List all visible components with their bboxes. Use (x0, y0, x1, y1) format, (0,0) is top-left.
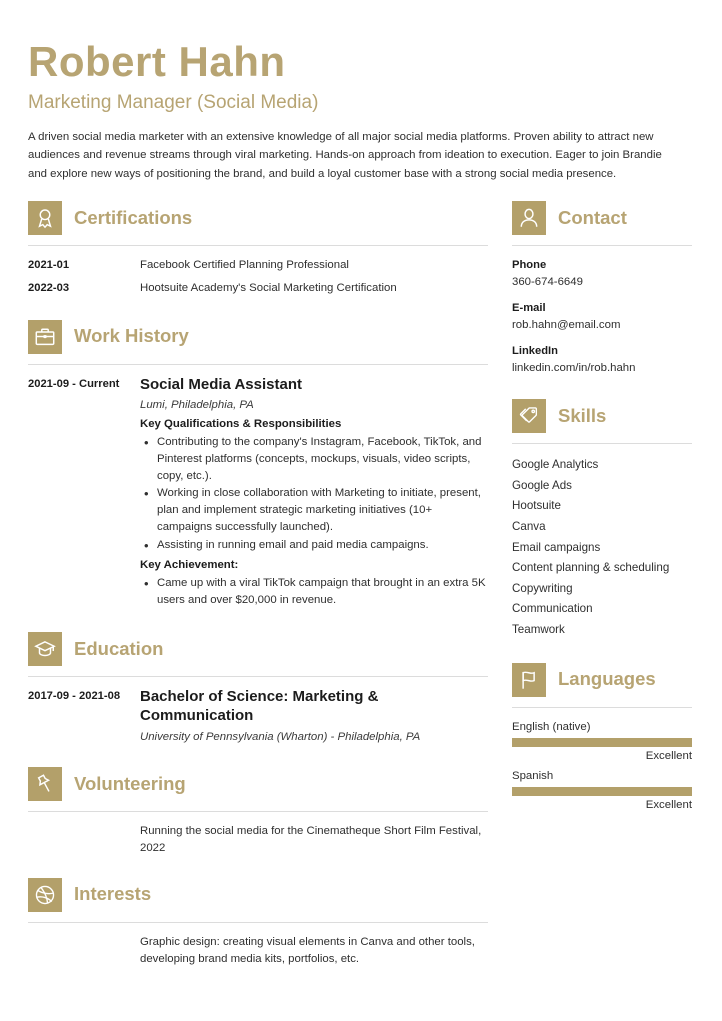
certification-row (28, 257, 488, 274)
candidate-name: Robert Hahn (28, 38, 286, 85)
contact-label: LinkedIn (512, 345, 558, 358)
divider (28, 811, 488, 812)
award-ribbon-icon (28, 201, 62, 235)
work-history-header (28, 320, 488, 354)
divider (28, 364, 488, 365)
contact-value-linkedin[interactable]: linkedin.com/in/rob.hahn (512, 361, 636, 374)
person-icon (512, 201, 546, 235)
language-level-label: Excellent (645, 798, 692, 811)
work-organization: Lumi, Philadelphia, PA (140, 399, 254, 412)
right-column (512, 201, 692, 818)
certification-date: 2021-01 (28, 259, 70, 272)
language-level-fill (512, 787, 692, 796)
work-subheading-qualifications: Key Qualifications & Responsibilities (140, 417, 342, 430)
language-block (512, 719, 692, 765)
work-role: Social Media Assistant (140, 375, 302, 393)
section-education (28, 632, 488, 747)
contact-group-email (512, 300, 692, 334)
work-history-row (28, 376, 488, 612)
language-level-bar (512, 738, 692, 747)
education-dates: 2017-09 - 2021-08 (28, 690, 121, 702)
education-title: Education (74, 637, 164, 659)
divider (512, 245, 692, 246)
divider (28, 245, 488, 246)
resume-columns (28, 201, 690, 974)
contact-label: E-mail (512, 302, 546, 315)
divider (512, 443, 692, 444)
work-history-title: Work History (74, 325, 189, 347)
section-work-history (28, 320, 488, 612)
skill-item: Copywriting (512, 581, 573, 595)
volunteering-header (28, 767, 488, 801)
volunteering-row (28, 823, 488, 858)
contact-label: Phone (512, 259, 547, 272)
section-volunteering (28, 767, 488, 858)
certifications-header (28, 201, 488, 235)
language-block (512, 768, 692, 814)
contact-value-phone[interactable]: 360-674-6649 (512, 276, 583, 289)
skill-item: Communication (512, 602, 593, 616)
briefcase-icon (28, 320, 62, 354)
professional-summary: A driven social media marketer with an extensive knowledge of all major social media platforms. Proven ability to attract new audiences and revenue streams through viral marketing. Hands-on approach from ideation to execution. Eager to join Brandie and explore new ways of positioning the brand, and build a loyal customer base with a strong social media presence. (28, 130, 662, 180)
work-bullet: • Came up with a viral TikTok campaign that brought in an extra 5K users and over $20,000 in revenue. (140, 575, 488, 609)
skill-item: Canva (512, 519, 546, 533)
tags-icon (512, 399, 546, 433)
skill-item: Content planning & scheduling (512, 561, 670, 575)
section-interests (28, 878, 488, 969)
skills-title: Skills (558, 404, 607, 426)
work-bullet: • Working in close collaboration with Marketing to initiate, present, plan and implement strategic marketing initiatives (10+ campaigns successfully launched). (140, 485, 488, 536)
work-bullet: • Contributing to the company's Instagram, Facebook, TikTok, and Pinterest platforms (concepts, mockups, visuals, video scripts, copy, etc.). (140, 434, 488, 485)
skills-header (512, 399, 692, 433)
education-row (28, 688, 488, 747)
language-level-bar (512, 787, 692, 796)
certification-row (28, 280, 488, 297)
education-degree: Bachelor of Science: Marketing & Communication (140, 688, 379, 724)
certifications-title: Certifications (74, 207, 193, 229)
divider (28, 922, 488, 923)
skill-item: Google Ads (512, 478, 572, 492)
language-level-fill (512, 738, 692, 747)
volunteering-title: Volunteering (74, 772, 186, 794)
skill-item: Hootsuite (512, 499, 561, 513)
contact-group-phone (512, 257, 692, 291)
certification-name: Facebook Certified Planning Professional (140, 259, 349, 272)
divider (512, 707, 692, 708)
contact-title: Contact (558, 207, 627, 229)
contact-group-linkedin (512, 343, 692, 377)
interests-row (28, 934, 488, 969)
flag-icon (512, 663, 546, 697)
languages-title: Languages (558, 668, 656, 690)
interests-header (28, 878, 488, 912)
education-school: University of Pennsylvania (Wharton) - Philadelphia, PA (140, 730, 421, 743)
volunteering-text: Running the social media for the Cinematheque Short Film Festival, 2022 (140, 825, 482, 855)
skill-item: Email campaigns (512, 540, 601, 554)
pushpin-icon (28, 767, 62, 801)
interests-title: Interests (74, 883, 152, 905)
language-name: English (native) (512, 720, 591, 733)
dribbble-ball-icon (28, 878, 62, 912)
work-bullet-list-achievement (140, 575, 488, 609)
section-contact (512, 201, 692, 377)
skill-item: Teamwork (512, 623, 565, 637)
skill-item: Google Analytics (512, 458, 599, 472)
section-certifications (28, 201, 488, 297)
certification-name: Hootsuite Academy's Social Marketing Certification (140, 282, 397, 295)
language-level-label: Excellent (645, 749, 692, 762)
work-bullet: • Assisting in running email and paid media campaigns. (140, 537, 488, 554)
candidate-job-title: Marketing Manager (Social Media) (28, 92, 319, 114)
graduation-cap-icon (28, 632, 62, 666)
left-column (28, 201, 488, 974)
contact-value-email[interactable]: rob.hahn@email.com (512, 319, 621, 331)
interests-date (28, 934, 140, 969)
contact-header (512, 201, 692, 235)
work-dates: 2021-09 - Current (28, 377, 120, 390)
divider (28, 676, 488, 677)
certification-date: 2022-03 (28, 282, 70, 295)
work-bullet-list-qualifications (140, 434, 488, 554)
languages-header (512, 663, 692, 697)
work-subheading-achievement: Key Achievement: (140, 558, 239, 571)
section-languages (512, 663, 692, 814)
volunteering-date (28, 823, 140, 858)
section-skills (512, 399, 692, 641)
language-name: Spanish (512, 769, 554, 782)
resume-header (28, 40, 690, 183)
interests-text: Graphic design: creating visual elements in Canva and other tools, developing brand media kits, portfolios, etc. (140, 935, 475, 966)
education-header (28, 632, 488, 666)
